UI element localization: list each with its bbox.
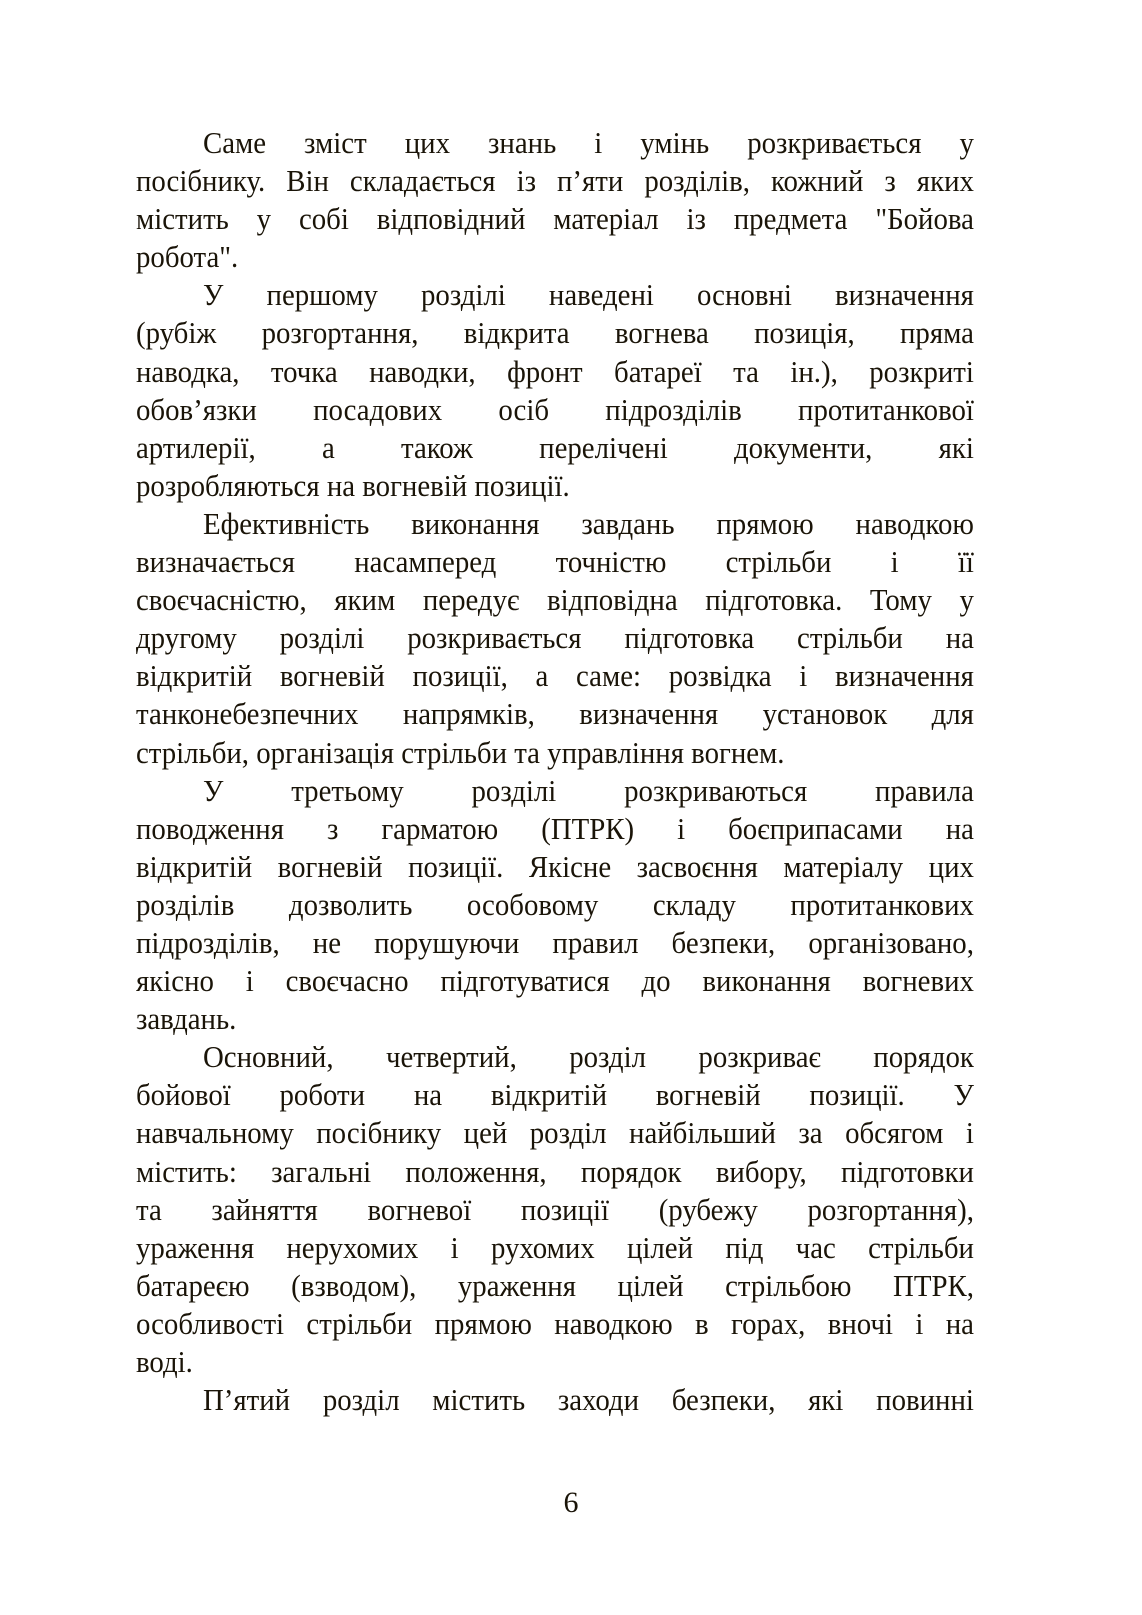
- paragraph-5-line-1: Основний, четвертий, розділ розкриває порядок: [202, 1039, 974, 1075]
- body-text: [136, 124, 974, 1419]
- paragraph-4-line-2: поводження з гарматою (ПТРК) і боєприпасами на: [136, 810, 974, 846]
- paragraph-4-line-1: У третьому розділі розкриваються правила: [202, 772, 974, 808]
- page-number: 6: [563, 1486, 579, 1519]
- paragraph-3-line-3: своєчасністю, яким передує відповідна підготовка. Тому у: [136, 582, 974, 618]
- paragraph-2-line-4: обов’язки посадових осіб підрозділів протитанкової: [136, 391, 974, 427]
- paragraph-3-line-4: другому розділі розкривається підготовка стрільби на: [136, 620, 974, 656]
- paragraph-4-line-4: розділів дозволить особовому складу протитанкових: [136, 886, 974, 922]
- paragraph-1-line-1: Саме зміст цих знань і умінь розкривається у: [202, 125, 974, 160]
- paragraph-3-line-1: Ефективність виконання завдань прямою наводкою: [202, 505, 974, 541]
- paragraph-3-line-5: відкритій вогневій позиції, а саме: розвідка і визначення: [136, 658, 974, 694]
- paragraph-1-line-2: посібнику. Він складається із п’яти розділів, кожний з яких: [136, 163, 974, 199]
- paragraph-5-line-2: бойової роботи на відкритій вогневій позиції. У: [136, 1077, 974, 1113]
- paragraph-5-line-8: особливості стрільби прямою наводкою в горах, вночі і на: [136, 1305, 974, 1341]
- paragraph-5-line-5: та зайняття вогневої позиції (рубежу розгортання),: [136, 1191, 974, 1227]
- paragraph-5-line-9: воді.: [136, 1344, 193, 1379]
- paragraph-3-line-6: танконебезпечних напрямків, визначення установок для: [136, 696, 974, 732]
- paragraph-2-line-6: розробляються на вогневій позиції.: [136, 467, 570, 503]
- paragraph-5-line-3: навчальному посібнику цей розділ найбільший за обсягом і: [136, 1115, 974, 1151]
- paragraph-1-line-4: робота".: [136, 239, 239, 275]
- paragraph-2-line-5: артилерії, а також перелічені документи, які: [136, 429, 974, 465]
- paragraph-5-line-6: ураження нерухомих і рухомих цілей під час стрільби: [136, 1229, 974, 1265]
- paragraph-3-line-7: стрільби, організація стрільби та управління вогнем.: [136, 734, 785, 770]
- paragraph-4-line-6: якісно і своєчасно підготуватися до виконання вогневих: [136, 963, 974, 999]
- paragraph-4-line-3: відкритій вогневій позиції. Якісне засвоєння матеріалу цих: [136, 848, 974, 884]
- paragraph-5-line-7: батареєю (взводом), ураження цілей стрільбою ПТРК,: [136, 1267, 974, 1303]
- paragraph-4-line-7: завдань.: [136, 1001, 237, 1037]
- paragraph-4-line-5: підрозділів, не порушуючи правил безпеки, організовано,: [136, 924, 974, 960]
- paragraph-2-line-2: (рубіж розгортання, відкрита вогнева позиція, пряма: [136, 315, 974, 351]
- paragraph-5-line-4: містить: загальні положення, порядок вибору, підготовки: [136, 1153, 974, 1189]
- paragraph-6-line-1: П’ятий розділ містить заходи безпеки, які повинні: [202, 1382, 974, 1418]
- paragraph-3-line-2: визначається насамперед точністю стрільби і її: [136, 544, 974, 580]
- paragraph-1-line-3: містить у собі відповідний матеріал із предмета "Бойова: [136, 201, 974, 237]
- paragraph-2-line-3: наводка, точка наводки, фронт батареї та ін.), розкриті: [136, 353, 974, 389]
- paragraph-2-line-1: У першому розділі наведені основні визначення: [202, 277, 974, 313]
